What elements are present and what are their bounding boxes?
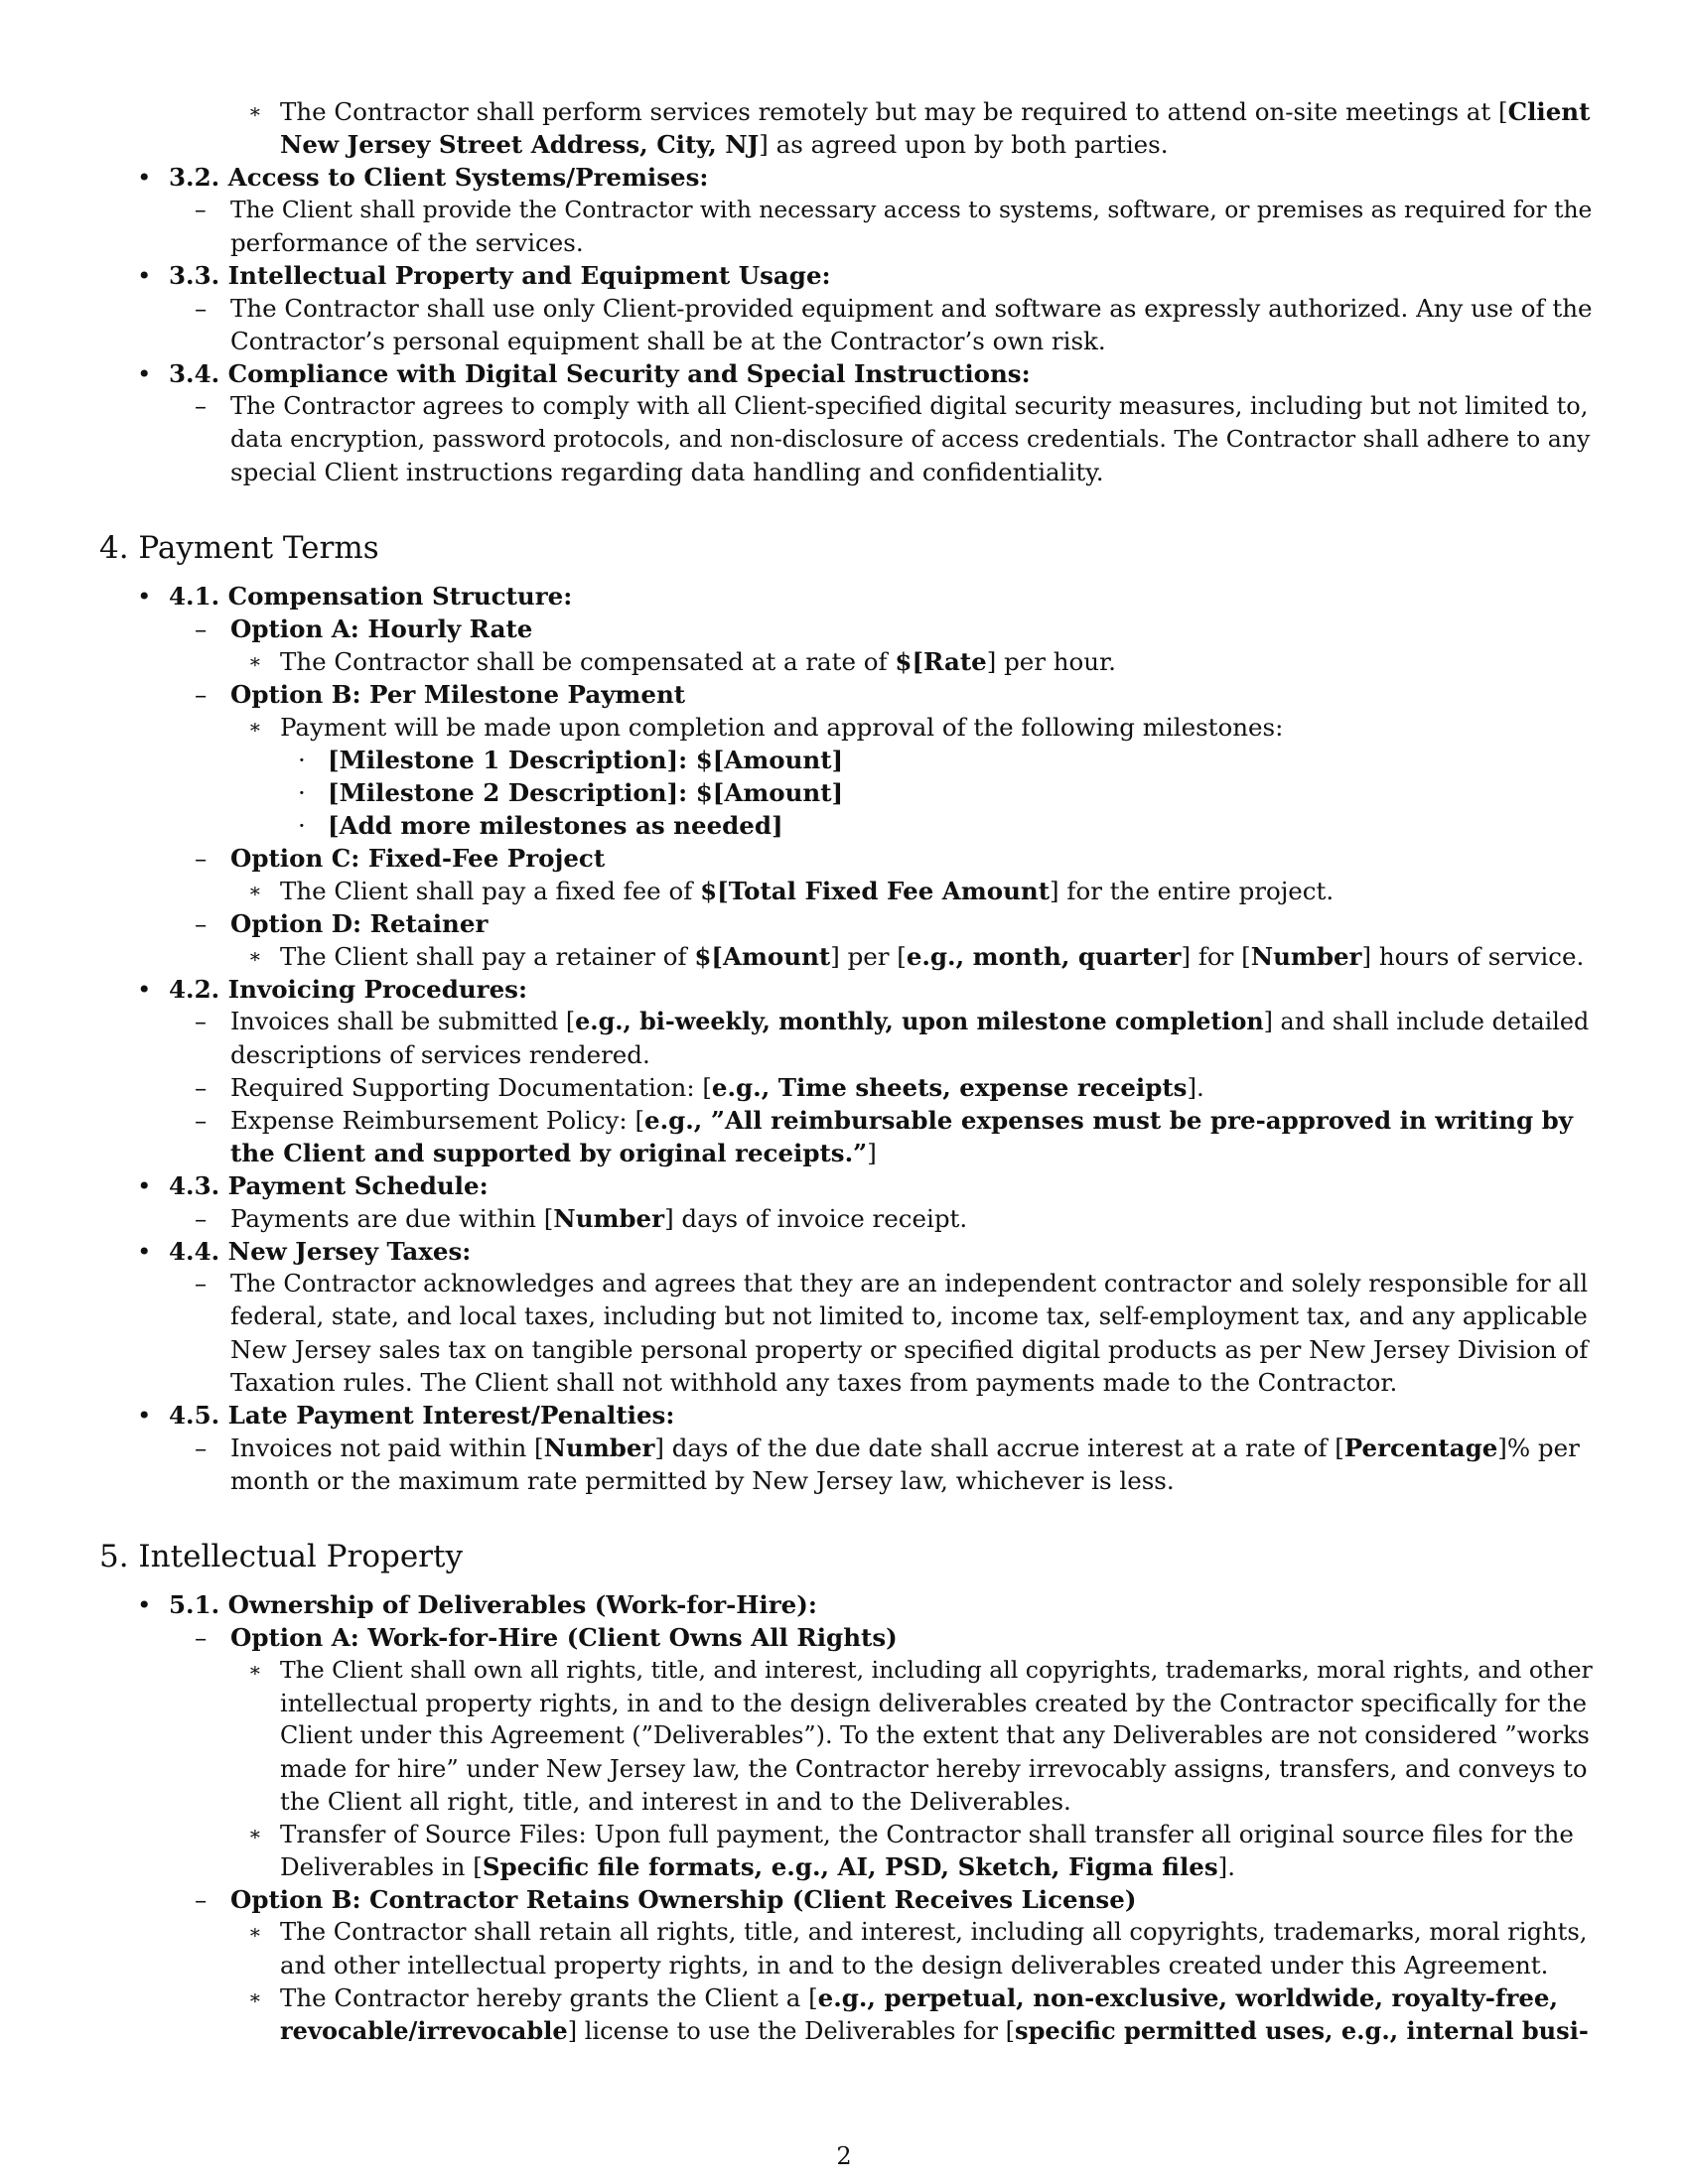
list-item: ∗ The Client shall pay a retainer of $[Amount] per [e.g., month, quarter] for [Number] hours of service. [248, 942, 1585, 971]
bullet-marker: • [137, 582, 152, 611]
list-item: – Invoices shall be submitted [e.g., bi-weekly, monthly, upon milestone completion] and shall include detailed [99, 1006, 1594, 1038]
list-item-continuation: performance of the services. [230, 228, 584, 257]
star-marker: ∗ [248, 879, 262, 902]
list-item: ∗ The Client shall own all rights, title, and interest, including all copyrights, trademarks, moral rights, and other [99, 1654, 1594, 1687]
star-marker: ∗ [248, 1658, 262, 1682]
list-item: ∗ The Contractor shall perform services remotely but may be required to attend on-site meetings at [Client [248, 97, 1591, 126]
dot-marker: · [298, 746, 306, 774]
option-heading: – Option D: Retainer [195, 909, 489, 938]
option-heading: – Option A: Hourly Rate [195, 614, 533, 643]
list-item-continuation: Deliverables in [Specific file formats, e.g., AI, PSD, Sketch, Figma files]. [280, 1852, 1235, 1881]
page-number: 2 [836, 2142, 852, 2170]
list-item: – Payments are due within [Number] days of invoice receipt. [195, 1204, 968, 1233]
dash-marker: – [195, 196, 207, 223]
list-item: ∗ The Contractor shall be compensated at a rate of $[Rate] per hour. [248, 647, 1116, 676]
list-item: – The Contractor shall use only Client-provided equipment and software as expressly authorized. Any use of the [195, 294, 1593, 323]
list-item-continuation: Taxation rules. The Client shall not withhold any taxes from payments made to the Contractor. [230, 1368, 1398, 1397]
dash-marker: – [195, 680, 208, 709]
bullet-marker: • [137, 1590, 152, 1619]
dash-marker: – [195, 1204, 208, 1233]
milestone-item: · [Add more milestones as needed] [298, 811, 783, 840]
list-item: – The Contractor acknowledges and agrees that they are an independent contractor and solely responsible for all [99, 1268, 1594, 1300]
dash-marker: – [195, 909, 208, 938]
list-item: ∗ The Contractor shall retain all rights, title, and interest, including all copyrights, trademarks, moral rights, [99, 1916, 1594, 1949]
list-item: – Expense Reimbursement Policy: [e.g., ”All reimbursable expenses must be pre-approved in writing by [195, 1106, 1574, 1135]
milestone-item: · [Milestone 1 Description]: $[Amount] [298, 746, 844, 774]
dash-marker: – [195, 294, 208, 323]
list-item-continuation: New Jersey Street Address, City, NJ] as agreed upon by both parties. [280, 130, 1169, 159]
clause-heading-4-3: • 4.3. Payment Schedule: [137, 1171, 489, 1200]
clause-heading-3-2: • 3.2. Access to Client Systems/Premises: [137, 163, 709, 192]
option-heading: – Option B: Contractor Retains Ownership (Client Receives License) [195, 1885, 1137, 1914]
option-heading: – Option B: Per Milestone Payment [195, 680, 686, 709]
list-item-continuation: the Client and supported by original receipts.”] [230, 1139, 877, 1167]
list-item-continuation: the Client all right, title, and interest in and to the Deliverables. [280, 1787, 1071, 1816]
list-item-continuation: special Client instructions regarding data handling and confidentiality. [230, 458, 1104, 486]
bullet-marker: • [137, 975, 152, 1004]
list-item-continuation: intellectual property rights, in and to the design deliverables created by the Contractor specifically for the [280, 1689, 1588, 1717]
list-item: – The Contractor agrees to comply with all Client-specified digital security measures, including but not limited to, [99, 390, 1594, 423]
clause-heading-3-4: • 3.4. Compliance with Digital Security and Special Instructions: [137, 359, 1031, 388]
option-heading: – Option A: Work-for-Hire (Client Owns All Rights) [195, 1623, 898, 1652]
dash-marker: – [195, 1073, 208, 1102]
clause-heading-4-2: • 4.2. Invoicing Procedures: [137, 975, 527, 1004]
dash-marker: – [195, 1623, 208, 1652]
bullet-marker: • [137, 261, 152, 290]
clause-heading-4-5: • 4.5. Late Payment Interest/Penalties: [137, 1401, 675, 1430]
list-item-continuation: descriptions of services rendered. [230, 1040, 650, 1069]
star-marker: ∗ [248, 1985, 262, 2009]
list-item: ∗ Transfer of Source Files: Upon full payment, the Contractor shall transfer all original source files for the [248, 1820, 1574, 1848]
list-item: – Required Supporting Documentation: [e.g., Time sheets, expense receipts]. [195, 1073, 1204, 1102]
section-heading-intellectual-property: 5. Intellectual Property [99, 1539, 463, 1574]
dot-marker: · [298, 778, 306, 807]
bullet-marker: • [137, 1171, 152, 1200]
clause-heading-4-4: • 4.4. New Jersey Taxes: [137, 1237, 472, 1266]
document-page [99, 95, 1594, 2048]
list-item: ∗ The Client shall pay a fixed fee of $[Total Fixed Fee Amount] for the entire project. [248, 877, 1335, 905]
list-item-continuation: Contractor’s personal equipment shall be at the Contractor’s own risk. [230, 327, 1106, 355]
list-item-continuation: and other intellectual property rights, in and to the design deliverables created under this Agreement. [280, 1951, 1549, 1979]
list-item-continuation: data encryption, password protocols, and non-disclosure of access credentials. The Contractor shall adhere to any [230, 425, 1591, 453]
star-marker: ∗ [248, 1822, 262, 1845]
list-item: ∗ Payment will be made upon completion and approval of the following milestones: [248, 713, 1284, 742]
star-marker: ∗ [248, 649, 262, 673]
section-heading-payment-terms: 4. Payment Terms [99, 530, 379, 566]
list-item-continuation: New Jersey sales tax on tangible personal property or specified digital products as per New Jersey Division of [230, 1335, 1589, 1364]
bullet-marker: • [137, 1237, 152, 1266]
bullet-marker: • [137, 1401, 152, 1430]
star-marker: ∗ [248, 1920, 262, 1944]
star-marker: ∗ [248, 944, 262, 968]
dash-marker: – [195, 1106, 208, 1135]
bullet-marker: • [137, 163, 152, 192]
option-heading: – Option C: Fixed-Fee Project [195, 844, 606, 873]
clause-heading-4-1: • 4.1. Compensation Structure: [137, 582, 573, 611]
dash-marker: – [195, 1885, 208, 1914]
dash-marker: – [195, 392, 207, 420]
dash-marker: – [195, 614, 208, 643]
star-marker: ∗ [248, 715, 262, 739]
dot-marker: · [298, 811, 306, 840]
milestone-item: · [Milestone 2 Description]: $[Amount] [298, 778, 844, 807]
clause-heading-5-1: • 5.1. Ownership of Deliverables (Work-for-Hire): [137, 1590, 817, 1619]
dash-marker: – [195, 844, 208, 873]
bullet-marker: • [137, 359, 152, 388]
dash-marker: – [195, 1433, 208, 1462]
list-item: – The Client shall provide the Contractor with necessary access to systems, software, or premises as required for the [99, 194, 1594, 226]
list-item-continuation: Client under this Agreement (”Deliverables”). To the extent that any Deliverables are not considered ”works [280, 1721, 1590, 1749]
clause-heading-3-3: • 3.3. Intellectual Property and Equipment Usage: [137, 261, 831, 290]
dash-marker: – [195, 1270, 208, 1297]
star-marker: ∗ [248, 99, 262, 123]
dash-marker: – [195, 1008, 207, 1035]
list-item-continuation: revocable/irrevocable] license to use the Deliverables for [specific permitted uses, e.g., internal busi- [280, 2016, 1589, 2045]
list-item-continuation: made for hire” under New Jersey law, the Contractor hereby irrevocably assigns, transfers, and conveys to [280, 1754, 1588, 1783]
list-item-continuation: federal, state, and local taxes, including but not limited to, income tax, self-employment tax, and any applicable [230, 1302, 1588, 1330]
list-item: ∗ The Contractor hereby grants the Client a [e.g., perpetual, non-exclusive, worldwide, royalty-free, [248, 1983, 1559, 2012]
list-item-continuation: month or the maximum rate permitted by New Jersey law, whichever is less. [230, 1466, 1175, 1495]
list-item: – Invoices not paid within [Number] days of the due date shall accrue interest at a rate of [Percentage]% per [195, 1433, 1580, 1462]
